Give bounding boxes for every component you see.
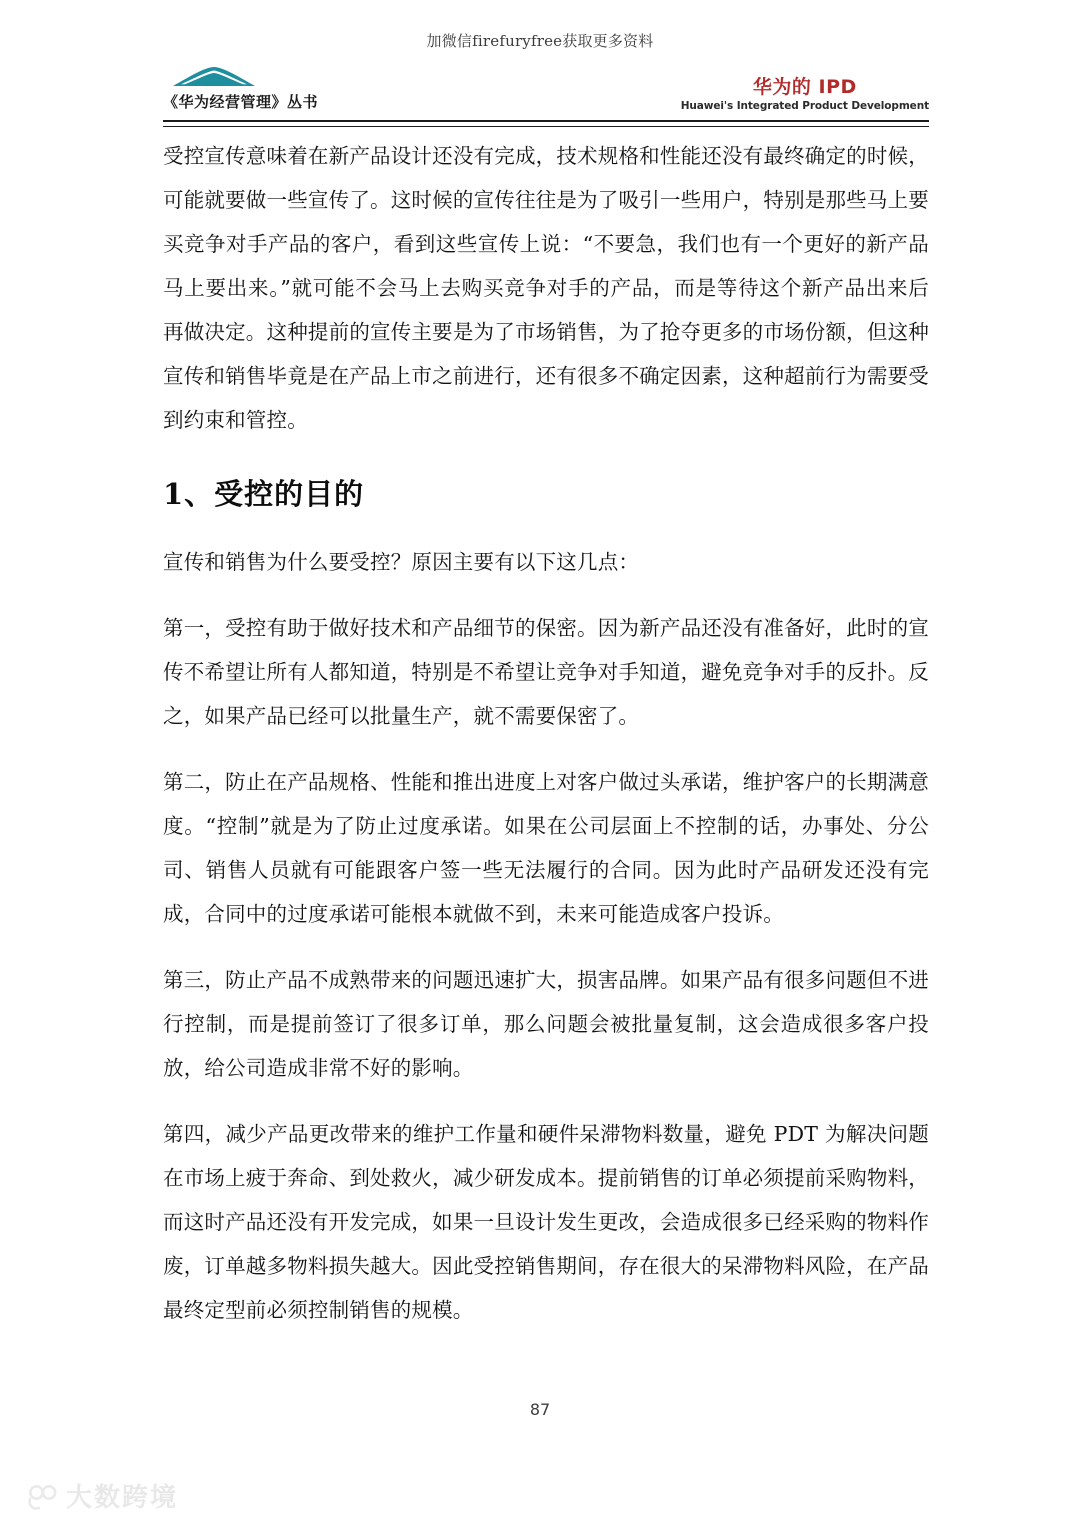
bottom-watermark — [26, 1483, 178, 1513]
header-rule-primary — [163, 120, 929, 122]
book-title-en: Huawei's Integrated Product Development — [680, 100, 929, 112]
watermark-brand-text: 大数跨境 — [66, 1483, 179, 1513]
body-paragraph-intro: 受控宣传意味着在新产品设计还没有完成，技术规格和性能还没有最终确定的时候，可能就要做一些宣传了。这时候的宣传往往是为了吸引一些用户，特别是那些马上要买竞争对手产品的客户，看到这些宣传上说：“不要急，我们也有一个更好的新产品马上要出来。”就可能不会马上去购买竞争对手的产品，而是等待这个新产品出来后再做决定。这种提前的宣传主要是为了市场销售，为了抢夺更多的市场份额，但这种宣传和销售毕竟是在产品上市之前进行，还有很多不确定因素，这种超前行为需要受到约束和管控。 — [163, 144, 929, 432]
reason-paragraph-3: 第三，防止产品不成熟带来的问题迅速扩大，损害品牌。如果产品有很多问题但不进行控制，而是提前签订了很多订单，那么问题会被批量复制，这会造成很多客户投放，给公司造成非常不好的影响。 — [163, 967, 929, 1080]
series-title: 《华为经营管理》丛书 — [163, 93, 319, 111]
page-content — [163, 134, 929, 1354]
page-number: 87 — [529, 1400, 551, 1419]
mountain-peak-logo-icon — [171, 65, 257, 89]
reason-paragraph-2: 第二，防止在产品规格、性能和推出进度上对客户做过头承诺，维护客户的长期满意度。“控制”就是为了防止过度承诺。如果在公司层面上不控制的话，办事处、分公司、销售人员就有可能跟客户签一些无法履行的合同。因为此时产品研发还没有完成，合同中的过度承诺可能根本就做不到，未来可能造成客户投诉。 — [163, 769, 929, 926]
watermark-logo-icon — [26, 1483, 60, 1513]
top-watermark-text: 加微信firefuryfree获取更多资料 — [426, 32, 654, 50]
section-intro-line: 宣传和销售为什么要受控？原因主要有以下这几点： — [163, 549, 640, 574]
reason-paragraph-4: 第四，减少产品更改带来的维护工作量和硬件呆滞物料数量，避免 PDT 为解决问题在市场上疲于奔命、到处救火，减少研发成本。提前销售的订单必须提前采购物料，而这时产品还没有开发完成，如果一旦设计发生更改，会造成很多已经采购的物料作废，订单越多物料损失越大。因此受控销售期间，存在很大的呆滞物料风险，在产品最终定型前必须控制销售的规模。 — [163, 1121, 929, 1322]
section-heading: 1、受控的目的 — [163, 477, 365, 511]
header-right-brand — [681, 77, 929, 112]
header-left-brand — [163, 65, 318, 112]
book-title-cn: 华为的 IPD — [752, 76, 857, 99]
header-rule-secondary — [163, 126, 929, 127]
reason-paragraph-1: 第一，受控有助于做好技术和产品细节的保密。因为新产品还没有准备好，此时的宣传不希望让所有人都知道，特别是不希望让竞争对手知道，避免竞争对手的反扑。反之，如果产品已经可以批量生产，就不需要保密了。 — [163, 615, 929, 728]
page-header — [163, 68, 929, 120]
